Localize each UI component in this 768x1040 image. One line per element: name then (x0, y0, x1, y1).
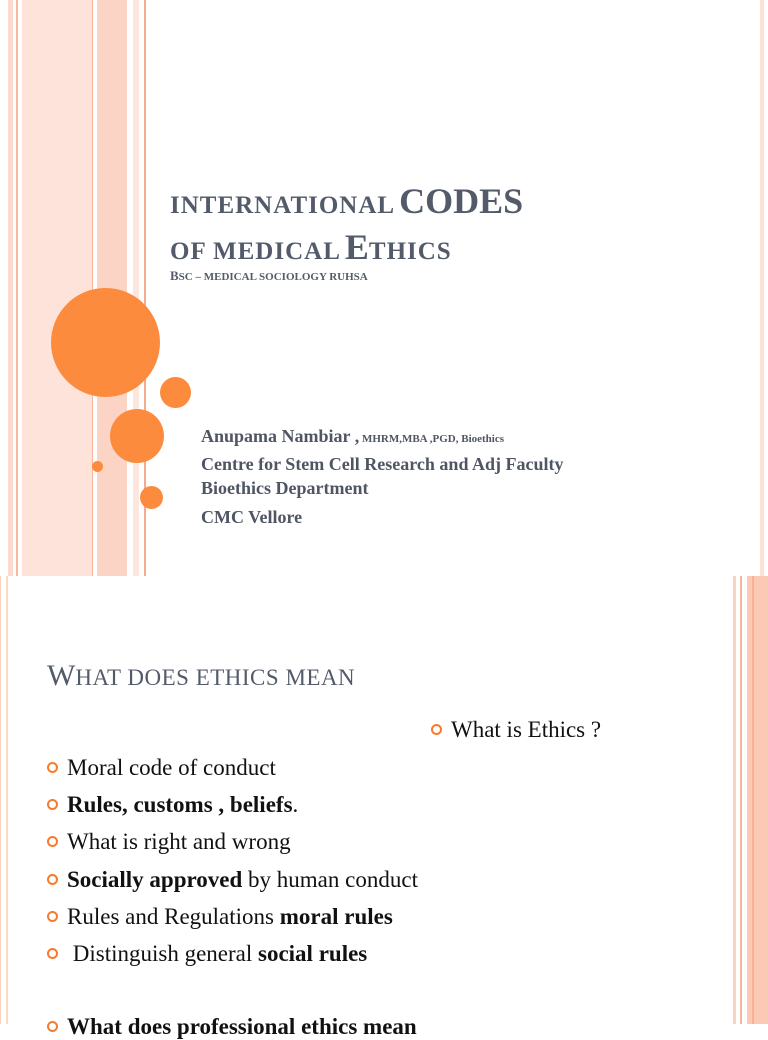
subtitle-b: B (170, 268, 179, 283)
decor-stripe (6, 576, 8, 1024)
decor-stripe (752, 576, 754, 1024)
bullet-circle-icon (431, 724, 442, 735)
author-affiliation: Centre for Stem Cell Research and Adj Faculty (201, 454, 564, 474)
bullet-text: Moral code of conduct (67, 755, 276, 780)
author-department: Bioethics Department (201, 478, 369, 498)
decor-stripe (22, 0, 92, 576)
bullet-what-is-ethics (431, 717, 601, 743)
decor-circle (160, 377, 191, 408)
decor-circle (140, 486, 163, 509)
decor-stripe (733, 576, 736, 1024)
decor-stripe (133, 0, 139, 576)
decor-circle (92, 461, 103, 472)
title-word-international: INTERNATIONAL (170, 192, 396, 219)
bullet-text: by human conduct (242, 867, 418, 892)
bullet-text: . (292, 792, 299, 817)
bullet-text: What does professional ethics mean (67, 1014, 417, 1039)
slide-title-line1 (170, 180, 523, 222)
slide-subtitle (170, 268, 368, 284)
bullet-circle-icon (47, 762, 58, 773)
subtitle-rest: – MEDICAL SOCIOLOGY RUHSA (192, 271, 368, 283)
decor-circle (110, 409, 164, 463)
title-letters-thics: THICS (368, 238, 452, 265)
decor-circle (51, 288, 160, 397)
decor-stripe (16, 0, 18, 576)
bullet-item (47, 867, 418, 893)
content-slide (0, 576, 768, 1039)
bullet-circle-icon (47, 836, 58, 847)
bullet-item (47, 941, 367, 967)
bullet-bold-text: moral rules (279, 904, 393, 929)
bullet-item (47, 755, 276, 781)
bullet-circle-icon (47, 874, 58, 885)
decor-stripe (740, 576, 742, 1024)
bullet-item (47, 904, 393, 930)
bullet-bold-text: social rules (258, 941, 368, 966)
author-name-line (201, 426, 504, 447)
bullet-text: What is Ethics ? (451, 717, 602, 742)
bullet-circle-icon (47, 911, 58, 922)
bullet-circle-icon (47, 799, 58, 810)
bullet-circle-icon (47, 948, 58, 959)
bullet-bold-text: Socially approved (67, 867, 243, 892)
slide-heading (47, 659, 355, 693)
bullet-item (47, 792, 298, 818)
bullet-circle-icon (47, 1021, 58, 1032)
bullet-text: Rules and Regulations (67, 904, 280, 929)
title-words-of-medical: OF MEDICAL (170, 238, 341, 265)
decor-stripe (92, 0, 93, 576)
bullet-text: What is right and wrong (67, 829, 291, 854)
title-word-codes: CODES (399, 181, 524, 221)
author-institution: CMC Vellore (201, 507, 303, 527)
title-letter-e: E (344, 227, 369, 267)
slide-title-line2 (170, 226, 452, 268)
decor-stripe (760, 0, 764, 576)
bullet-item (47, 829, 291, 855)
author-name: Anupama Nambiar , (201, 426, 360, 446)
decor-stripe (8, 0, 13, 576)
heading-rest: HAT DOES ETHICS MEAN (75, 665, 356, 690)
decor-stripe (0, 576, 1, 1024)
bullet-text: Distinguish general (67, 941, 258, 966)
author-credentials: MHRM,MBA ,PGD, Bioethics (359, 433, 505, 445)
bullet-item-partial (47, 1014, 417, 1040)
subtitle-sc: SC (178, 271, 193, 283)
bullet-bold-text: Rules, customs , beliefs (67, 792, 293, 817)
heading-initial: W (47, 659, 76, 692)
decor-stripe (747, 576, 768, 1024)
